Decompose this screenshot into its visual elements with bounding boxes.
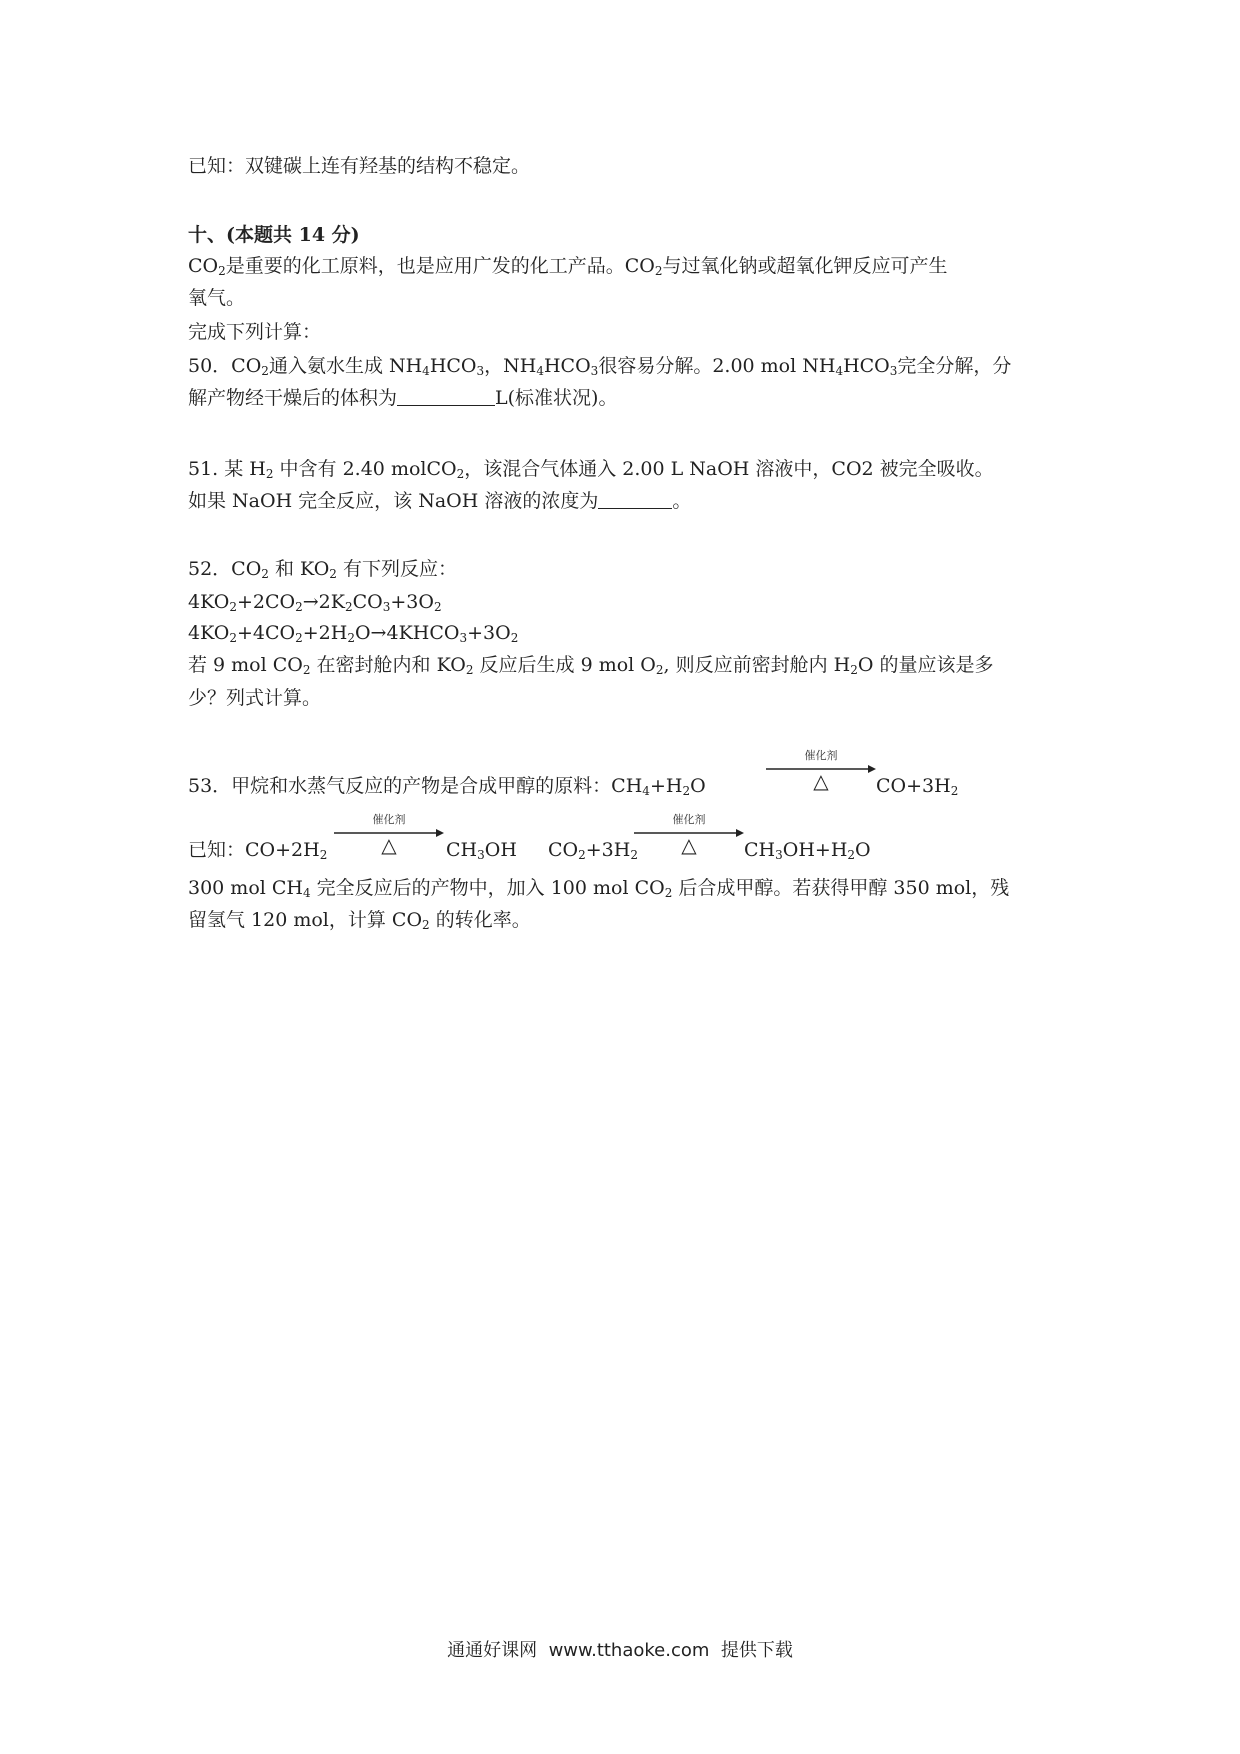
question-53-known: 已知：$CO+2H_2$ bbox=[188, 839, 328, 862]
reactant-3: $CO_2+3H_2$ bbox=[548, 839, 638, 862]
product-3: $CH_3OH+H_2O$ bbox=[744, 839, 871, 862]
question-51-line-2: 如果 NaOH 完全反应，该 NaOH 溶液的浓度为 。 bbox=[188, 490, 692, 512]
heat-triangle-icon: △ bbox=[381, 833, 397, 857]
question-52-line-1: 52．$CO_2$ 和 $KO_2$ 有下列反应： bbox=[188, 558, 457, 581]
footer-site-link[interactable]: www.tthaoke.com bbox=[548, 1640, 710, 1661]
heat-triangle-icon: △ bbox=[813, 769, 829, 793]
product-1: $CO+3H_2$ bbox=[876, 775, 959, 798]
question-53-line-3: 300 mol $CH_4$ 完全反应后的产物中，加入 100 mol $CO_2$ 后合成甲醇。若获得甲醇 350 mol，残 bbox=[188, 877, 1010, 900]
intro-line-1: $CO_2$是重要的化工原料，也是应用广发的化工产品。$CO_2$与过氧化钠或超氧化钾反应可产生 bbox=[188, 255, 948, 278]
intro-line-3: 完成下列计算： bbox=[188, 321, 322, 343]
footer-right: 提供下载 bbox=[720, 1640, 793, 1661]
catalyst-label: 催化剂 bbox=[372, 813, 406, 826]
catalyst-label: 催化剂 bbox=[672, 813, 706, 826]
question-51-line-1: 51. 某 $H_2$ 中含有 2.40 molCO$_2$，该混合气体通入 2.00 L NaOH 溶液中，CO2 被完全吸收。 bbox=[188, 458, 994, 481]
catalyst-label: 催化剂 bbox=[804, 749, 838, 762]
known-note: 已知：双键碳上连有羟基的结构不稳定。 bbox=[188, 155, 531, 177]
section-title: 十、(本题共 14 分) bbox=[188, 224, 360, 246]
question-53-line-1: 53．甲烷和水蒸气反应的产物是合成甲醇的原料：$CH_4+H_2O$ bbox=[188, 775, 706, 798]
reaction-arrow-1 bbox=[766, 750, 876, 798]
answer-blank-51[interactable] bbox=[598, 490, 672, 509]
question-50-line-2: 解产物经干燥后的体积为 L(标准状况)。 bbox=[188, 387, 618, 409]
question-52-line-3: 少？列式计算。 bbox=[188, 687, 322, 709]
equation-1: $4KO_2+2CO_2\to 2K_2CO_3+3O_2$ bbox=[188, 591, 442, 614]
question-50-line-1: 50．$CO_2$通入氨水生成 $NH_4HCO_3$，$NH_4HCO_3$很容易分解。2.00 mol $NH_4HCO_3$完全分解，分 bbox=[188, 355, 1012, 378]
reaction-arrow-2 bbox=[334, 814, 444, 862]
product-2: $CH_3OH$ bbox=[446, 839, 517, 862]
footer-left: 通通好课网 bbox=[447, 1640, 538, 1661]
heat-triangle-icon: △ bbox=[681, 833, 697, 857]
answer-blank-50[interactable] bbox=[397, 387, 495, 406]
reaction-arrow-3 bbox=[634, 814, 744, 862]
footer bbox=[0, 1636, 1240, 1662]
equation-2: $4KO_2+4CO_2+2H_2O\to 4KHCO_3+3O_2$ bbox=[188, 622, 519, 645]
question-53-line-4: 留氢气 120 mol，计算 $CO_2$ 的转化率。 bbox=[188, 909, 531, 932]
question-52-line-2: 若 9 mol $CO_2$ 在密封舱内和 $KO_2$ 反应后生成 9 mol $O_2$, 则反应前密封舱内 $H_2O$ 的量应该是多 bbox=[188, 654, 994, 677]
intro-line-2: 氧气。 bbox=[188, 287, 246, 309]
